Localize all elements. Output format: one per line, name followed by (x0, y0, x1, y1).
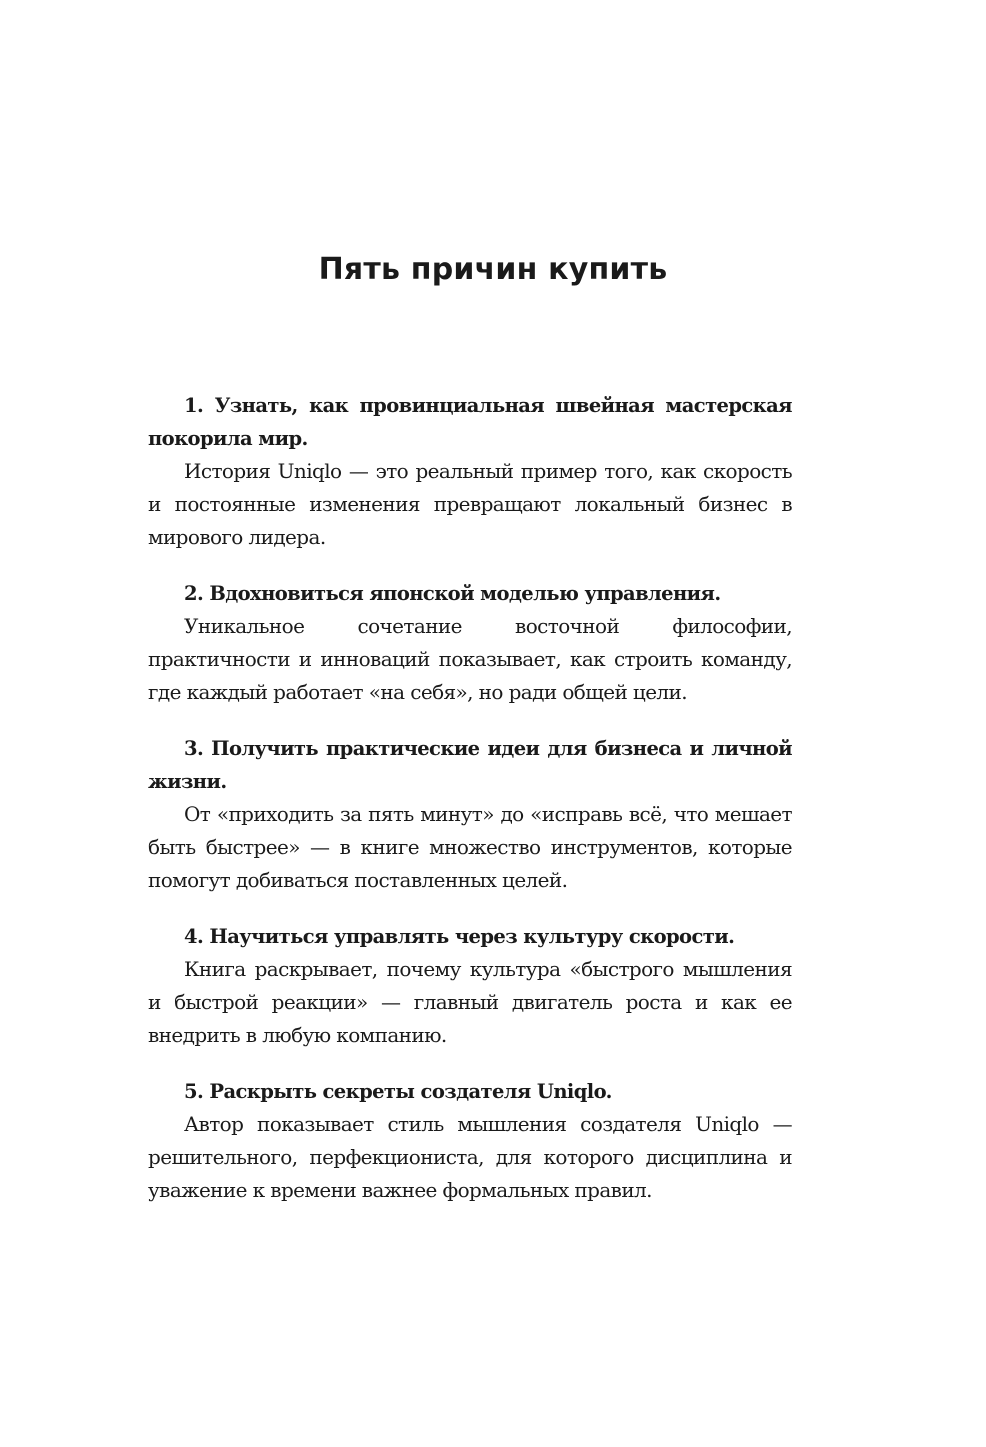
reason-title (148, 577, 792, 610)
reason-number: 2. (184, 582, 204, 605)
reason-text: Уникальное сочетание восточной философии, практичности и инноваций показывает, как строить команду, где каждый работает «на себя», но ради общей цели. (148, 614, 792, 704)
reason-item (148, 920, 792, 1052)
reason-title-text: Узнать, как провинциальная швейная мастерская покорила мир. (148, 394, 792, 450)
reason-title (148, 920, 792, 953)
reason-number: 5. (184, 1080, 204, 1103)
reason-text: Книга раскрывает, почему культура «быстрого мышления и быстрой реакции» — главный двигатель роста и как ее внедрить в любую компанию. (148, 957, 792, 1047)
reason-title-text: Вдохновиться японской моделью управления. (209, 582, 721, 605)
reason-item (148, 1075, 792, 1207)
reasons-list (148, 389, 792, 1230)
reason-title-text: Получить практические идеи для бизнеса и личной жизни. (148, 737, 792, 793)
page-title: Пять причин купить (318, 252, 668, 287)
reason-item (148, 732, 792, 897)
reason-title (148, 1075, 792, 1108)
reason-text: Автор показывает стиль мышления создателя Uniqlo — решительного, перфекциониста, для которого дисциплина и уважение к времени важнее формальных правил. (148, 1112, 792, 1202)
reason-text: От «приходить за пять минут» до «исправь всё, что мешает быть быстрее» — в книге множество инструментов, которые помогут добиваться поставленных целей. (148, 802, 792, 892)
reason-title (148, 389, 792, 455)
reason-item (148, 577, 792, 709)
reason-title-text: Научиться управлять через культуру скорости. (209, 925, 735, 948)
reason-number: 3. (184, 737, 204, 760)
reason-text: История Uniqlo — это реальный пример того, как скорость и постоянные изменения превращают локальный бизнес в мирового лидера. (148, 459, 792, 549)
reason-title (148, 732, 792, 798)
reason-number: 4. (184, 925, 204, 948)
reason-item (148, 389, 792, 554)
reason-title-text: Раскрыть секреты создателя Uniqlo. (209, 1080, 612, 1103)
reason-number: 1. (184, 394, 204, 417)
